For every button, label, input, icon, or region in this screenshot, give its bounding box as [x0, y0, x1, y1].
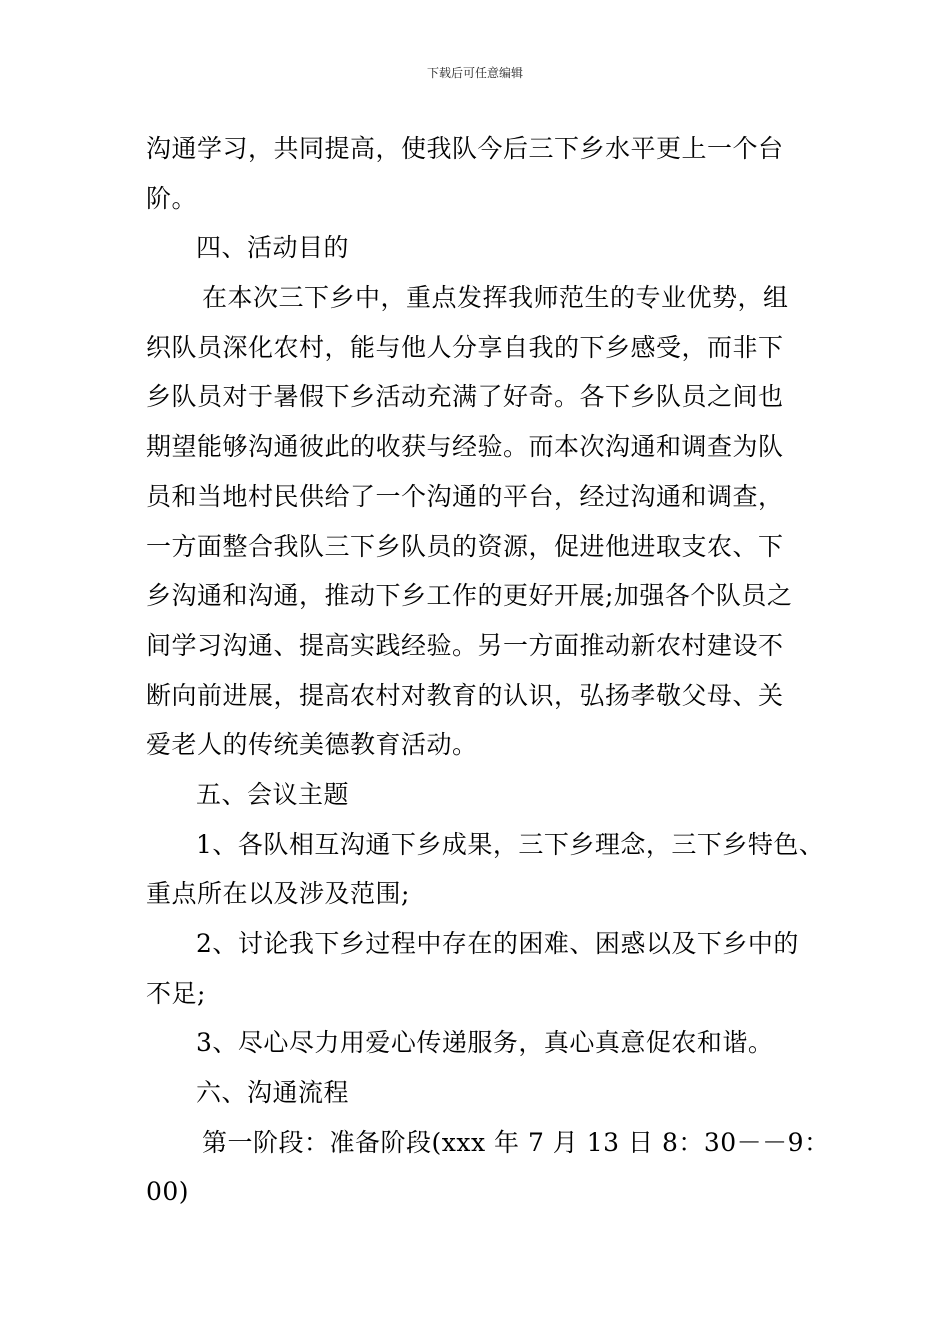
paragraph-line: 乡队员对于暑假下乡活动充满了好奇。各下乡队员之间也: [146, 382, 784, 412]
section-heading: 六、沟通流程: [196, 1078, 350, 1108]
paragraph-line: 间学习沟通、提高实践经验。另一方面推动新农村建设不: [146, 630, 784, 660]
list-item: 2、讨论我下乡过程中存在的困难、困惑以及下乡中的: [196, 929, 799, 958]
list-item-continuation: 重点所在以及涉及范围;: [146, 879, 410, 909]
paragraph-line: 00): [146, 1177, 190, 1207]
paragraph-line: 沟通学习，共同提高，使我队今后三下乡水平更上一个台: [146, 134, 784, 163]
paragraph-line: 乡沟通和沟通，推动下乡工作的更好开展;加强各个队员之: [146, 581, 793, 611]
paragraph-line: 织队员深化农村，能与他人分享自我的下乡感受，而非下: [146, 332, 784, 362]
paragraph-line: 爱老人的传统美德教育活动。: [146, 730, 478, 760]
paragraph-line: 第一阶段：准备阶段(xxx 年 7 月 13 日 8：30－－9：: [202, 1127, 830, 1157]
paragraph-line: 期望能够沟通彼此的收获与经验。而本次沟通和调查为队: [146, 432, 784, 462]
page-header: 下载后可任意编辑: [426, 66, 523, 80]
document-body: [146, 124, 836, 1217]
paragraph-line: 一方面整合我队三下乡队员的资源，促进他进取支农、下: [146, 531, 784, 561]
paragraph-line: 断向前进展，提高农村对教育的认识，弘扬孝敬父母、关: [146, 680, 784, 710]
list-item: 1、各队相互沟通下乡成果，三下乡理念，三下乡特色、: [196, 829, 825, 859]
list-item-continuation: 不足;: [146, 978, 206, 1008]
paragraph-line: 员和当地村民供给了一个沟通的平台，经过沟通和调查，: [146, 481, 784, 511]
list-item: 3、尽心尽力用爱心传递服务，真心真意促农和谐。: [196, 1028, 774, 1058]
paragraph-line: 阶。: [146, 183, 198, 213]
section-heading: 四、活动目的: [196, 233, 350, 263]
paragraph-line: 在本次三下乡中，重点发挥我师范生的专业优势，组: [202, 283, 789, 313]
section-heading: 五、会议主题: [196, 779, 350, 809]
